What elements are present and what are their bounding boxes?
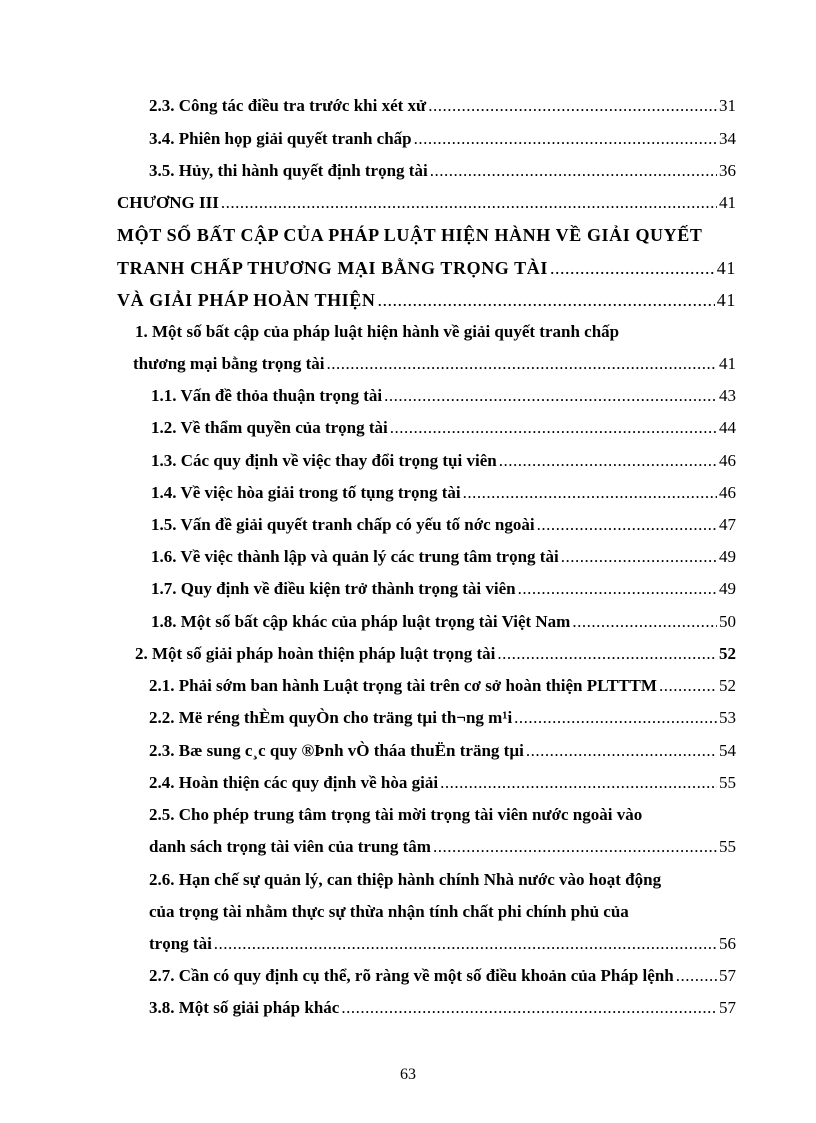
- toc-entry-label: 2.3. Công tác điều tra trước khi xét xử: [149, 96, 427, 115]
- toc-entry-page: 52: [719, 644, 736, 663]
- toc-entry: [133, 354, 736, 374]
- leader-dots: [497, 644, 717, 664]
- toc-entry-label: 1.5. Vấn đề giải quyết tranh chấp có yếu tố nớc ngoài: [151, 515, 535, 534]
- toc-entry-page: 46: [719, 451, 736, 470]
- toc-entry-page: 43: [719, 386, 736, 405]
- toc-entry-page: 41: [719, 193, 736, 212]
- toc-entry-page: 46: [719, 483, 736, 502]
- toc-entry: [151, 612, 736, 632]
- toc-entry-page: 52: [719, 676, 736, 695]
- leader-dots: [430, 161, 717, 181]
- toc-entry-label: 3.8. Một số giải pháp khác: [149, 998, 340, 1017]
- toc-entry: [149, 837, 736, 857]
- toc-entry: [151, 483, 736, 503]
- leader-dots: [514, 708, 717, 728]
- toc-entry-page: 50: [719, 612, 736, 631]
- toc-entry-label: 3.4. Phiên họp giải quyết tranh chấp: [149, 129, 412, 148]
- toc-chapter-heading: [117, 258, 736, 278]
- toc-entry-page: 44: [719, 418, 736, 437]
- toc-entry: [149, 129, 736, 149]
- toc-entry-label: danh sách trọng tài viên của trung tâm: [149, 837, 431, 856]
- leader-dots: [659, 676, 717, 696]
- toc-entry: [135, 322, 736, 342]
- toc-entry: [117, 193, 736, 213]
- toc-entry: [149, 998, 736, 1018]
- toc-entry-page: 49: [719, 579, 736, 598]
- toc-entry-page: 47: [719, 515, 736, 534]
- leader-dots: [341, 998, 717, 1018]
- toc-entry-label: 2.4. Hoàn thiện các quy định về hòa giải: [149, 773, 439, 792]
- toc-entry: [149, 773, 736, 793]
- toc-entry: [149, 676, 736, 696]
- toc-entry: [151, 418, 736, 438]
- toc-entry-label: 2.2. Më réng thÈm quyÒn cho träng tµi th¬ng m¹i: [149, 708, 513, 727]
- leader-dots: [327, 354, 717, 374]
- toc-entry-page: 49: [719, 547, 736, 566]
- toc-entry-label: 2. Một số giải pháp hoàn thiện pháp luật trọng tài: [135, 644, 496, 663]
- toc-entry-page: 36: [719, 161, 736, 180]
- toc-entry-page: 41: [716, 290, 736, 310]
- leader-dots: [440, 773, 717, 793]
- toc-entry-label: 1.1. Vấn đề thỏa thuận trọng tài: [151, 386, 383, 405]
- toc-entry: [149, 741, 736, 761]
- toc-entry-label: 3.5. Hủy, thi hành quyết định trọng tài: [149, 161, 428, 180]
- toc-entry: [151, 451, 736, 471]
- toc-entry-label: 2.5. Cho phép trung tâm trọng tài mời trọng tài viên nước ngoài vào: [149, 805, 643, 824]
- leader-dots: [384, 386, 717, 406]
- toc-entry-page: 53: [719, 708, 736, 727]
- toc-entry-label: TRANH CHẤP THƯƠNG MẠI BẰNG TRỌNG TÀI: [117, 258, 548, 278]
- toc-entry-label: 2.1. Phải sớm ban hành Luật trọng tài trên cơ sở hoàn thiện PLTTTM: [149, 676, 657, 695]
- page-number: 63: [400, 1066, 416, 1083]
- leader-dots: [537, 515, 717, 535]
- toc-entry-label: MỘT SỐ BẤT CẬP CỦA PHÁP LUẬT HIỆN HÀNH VỀ GIẢI QUYẾT: [117, 225, 703, 245]
- toc-chapter-heading: [117, 290, 736, 310]
- toc-entry-label: trọng tài: [149, 934, 212, 953]
- toc-entry: [149, 966, 736, 986]
- toc-entry-page: 55: [719, 837, 736, 856]
- toc-entry-page: 41: [719, 354, 736, 373]
- toc-entry-label: 2.3. Bæ sung c¸c quy ®Þnh vÒ tháa thuËn träng tµi: [149, 741, 524, 760]
- toc-entry-label: 2.7. Cần có quy định cụ thể, rõ ràng về một số điều khoản của Pháp lệnh: [149, 966, 674, 985]
- toc-entry: [149, 96, 736, 116]
- toc-entry: [149, 870, 736, 890]
- leader-dots: [433, 837, 717, 857]
- toc-entry-label: 1.7. Quy định về điều kiện trở thành trọng tài viên: [151, 579, 516, 598]
- leader-dots: [561, 547, 717, 567]
- toc-entry-page: 57: [719, 998, 736, 1017]
- toc-entry: [149, 161, 736, 181]
- toc-entry-label: 1.4. Về việc hòa giải trong tố tụng trọng tài: [151, 483, 461, 502]
- leader-dots: [499, 451, 717, 471]
- toc-entry: [149, 708, 736, 728]
- toc-entry-page: 31: [719, 96, 736, 115]
- toc-entry: [151, 547, 736, 567]
- leader-dots: [378, 290, 715, 310]
- leader-dots: [390, 418, 717, 438]
- toc-entry-label: 1.3. Các quy định về việc thay đổi trọng tụi viên: [151, 451, 497, 470]
- toc-entry: [151, 515, 736, 535]
- toc-entry-page: 57: [719, 966, 736, 985]
- toc-entry: [151, 579, 736, 599]
- toc-entry-label: 1.8. Một số bất cập khác của pháp luật trọng tài Việt Nam: [151, 612, 571, 631]
- toc-entry-page: 56: [719, 934, 736, 953]
- toc-entry-label: thương mại bằng trọng tài: [133, 354, 325, 373]
- leader-dots: [214, 934, 717, 954]
- leader-dots: [518, 579, 717, 599]
- toc-entry: [135, 644, 736, 664]
- toc-entry-page: 55: [719, 773, 736, 792]
- toc-entry-label: của trọng tài nhằm thực sự thừa nhận tính chất phi chính phủ của: [149, 902, 629, 921]
- toc-entry-page: 54: [719, 741, 736, 760]
- leader-dots: [676, 966, 717, 986]
- toc-entry: [149, 805, 736, 825]
- leader-dots: [550, 258, 715, 278]
- toc-entry: [151, 386, 736, 406]
- toc-entry-label: 2.6. Hạn chế sự quản lý, can thiệp hành chính Nhà nước vào hoạt động: [149, 870, 662, 889]
- toc-entry-label: 1. Một số bất cập của pháp luật hiện hành về giải quyết tranh chấp: [135, 322, 620, 341]
- toc-entry-page: 34: [719, 129, 736, 148]
- toc-chapter-heading: [117, 225, 736, 245]
- toc-entry-label: CHƯƠNG III: [117, 193, 219, 212]
- leader-dots: [221, 193, 717, 213]
- toc-entry: [149, 934, 736, 954]
- leader-dots: [572, 612, 717, 632]
- leader-dots: [428, 96, 717, 116]
- toc-entry-label: 1.2. Về thẩm quyền của trọng tài: [151, 418, 388, 437]
- leader-dots: [414, 129, 717, 149]
- toc-entry-label: 1.6. Về việc thành lập và quản lý các trung tâm trọng tài: [151, 547, 559, 566]
- leader-dots: [463, 483, 717, 503]
- toc-entry: [149, 902, 736, 922]
- toc-entry-label: VÀ GIẢI PHÁP HOÀN THIỆN: [117, 290, 376, 310]
- leader-dots: [526, 741, 717, 761]
- toc-entry-page: 41: [716, 258, 736, 278]
